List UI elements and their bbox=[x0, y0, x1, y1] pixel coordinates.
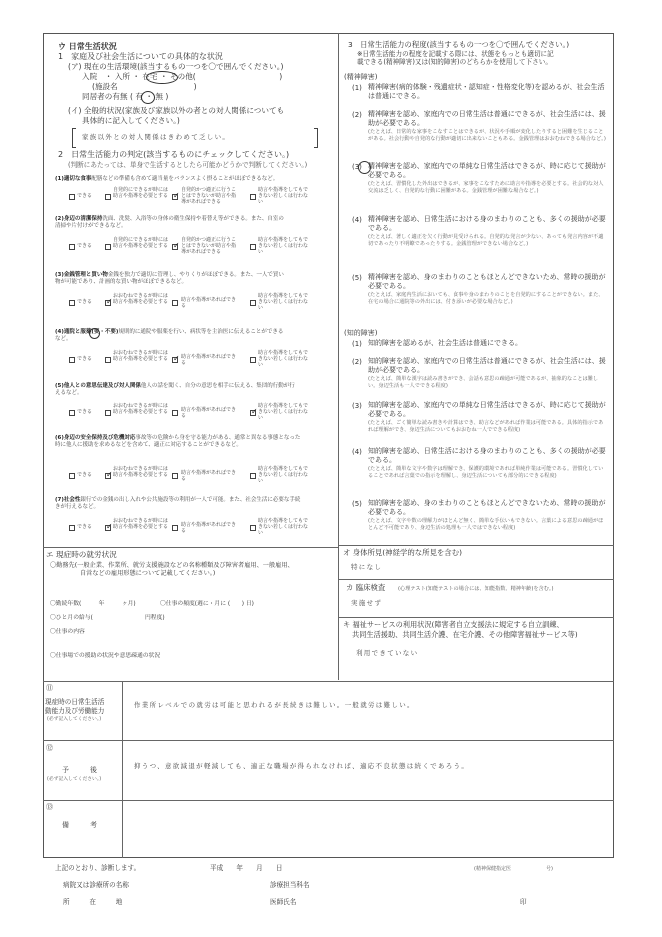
row-11-label-1: 現症時の日常生活活 bbox=[45, 698, 105, 706]
option-label: できる bbox=[77, 243, 93, 249]
item-num: (2) bbox=[352, 111, 362, 119]
section-ka-title: カ 臨床検査 bbox=[346, 583, 386, 592]
checkbox-option-1[interactable] bbox=[69, 194, 75, 200]
option-label: おおむねできるが時には助言や指導を必要とする bbox=[113, 350, 169, 363]
item-num: (1) bbox=[352, 340, 362, 348]
row-11-num: ⑪ bbox=[46, 684, 53, 692]
ability-desc: (7)社会性銀行での金銭の出し入れや公共施設等の利用が一人で可能。また、社会生活に必要な手続きが行えるなど。 bbox=[55, 497, 301, 510]
cohabitant-label: 同居者の有無 ( 有 ・ 無 ) bbox=[82, 92, 169, 101]
clinical-tests-value[interactable]: 実施せず bbox=[351, 599, 383, 607]
item-num: (4) bbox=[352, 216, 362, 224]
checkbox-option-3[interactable] bbox=[172, 410, 178, 416]
welfare-services-value[interactable]: 利用できていない bbox=[356, 649, 419, 657]
general-status-title-2: 具体的に記入してください。) bbox=[82, 116, 180, 125]
checkbox-option-4[interactable] bbox=[250, 525, 256, 531]
checkbox-option-4[interactable] bbox=[250, 194, 256, 200]
sub2-note: (判断にあたっては、単身で生活するとしたら可能かどうかで判断してください。) bbox=[68, 161, 308, 169]
option-label: 助言や指導をしてもできない若しくは行わない bbox=[258, 187, 309, 206]
option-label: 助言や指導があればできる bbox=[181, 354, 237, 367]
row-13-label: 備 考 bbox=[62, 821, 97, 829]
item-num: (3) bbox=[352, 163, 362, 171]
checkbox-option-2[interactable] bbox=[105, 244, 111, 250]
option-label: できる bbox=[77, 356, 93, 362]
section-u-title: ウ 日常生活状況 bbox=[58, 42, 117, 51]
option-label: おおむねできるが時には助言や指導を必要とする bbox=[113, 403, 169, 416]
section-3-title: 3 日常生活能力の程度(該当するもの一つを〇で囲んでください。) bbox=[348, 40, 570, 49]
checkbox-option-3[interactable] bbox=[172, 244, 178, 250]
item-example: (たとえば、日常的な家事をこなすことはできるが、状況や手順が変化したりすると困難を生じることがある。社会行動や自発的な行動が適切に出来ないこともある。金銭管理はおおむねできる場合など。) bbox=[368, 129, 606, 142]
divider-ka bbox=[338, 579, 614, 580]
option-label: 助言や指導があればできる bbox=[181, 297, 237, 310]
medication-required-circle bbox=[89, 328, 100, 339]
option-label: 助言や指導をしてもできない若しくは行わない bbox=[258, 466, 309, 485]
row-11-label-2: 動能力及び労働能力 bbox=[45, 707, 105, 715]
row-11-note: (必ず記入してください。) bbox=[47, 717, 102, 722]
section-3-note-1: ※日常生活能力の程度を記載する際には、状態をもっとも適切に記 bbox=[357, 50, 554, 58]
workplace-label-1: 〇勤務先(一般企業、作業所、就労支援施設などの名称種類及び障害者雇用、一般雇用、 bbox=[50, 562, 294, 569]
section-ka-note: (心理テスト(知能テストの場合には、知能指数、精神年齢)を含む。) bbox=[398, 586, 554, 592]
option-label: 自発的にできるが時には助言や指導を必要とする bbox=[113, 187, 169, 200]
ability-desc: (2)身辺の清潔保持洗面、洗髪、入浴等の身体の衛生保持や着替え等ができる。また、自室の清掃や片付けができるなど。 bbox=[55, 216, 284, 229]
item-text: 知的障害を認め、日常生活における身のまわりのことも、多くの援助が必要である。 bbox=[368, 447, 606, 464]
checkbox-option-4[interactable] bbox=[250, 357, 256, 363]
support-status-field[interactable]: 〇仕事場での援助の状況や意思疎通の状況 bbox=[50, 653, 161, 659]
ability-desc: (4)通院と服薬(要・不要)規則的に通院や服薬を行い、病状等を主治医に伝えることができるなど。 bbox=[55, 329, 284, 342]
item-text: 知的障害を認め、家庭内での日常生活は普通にできるが、社会生活には、援助が必要である。 bbox=[368, 357, 606, 374]
checkbox-option-1[interactable] bbox=[69, 357, 75, 363]
salary-field[interactable]: 〇ひと月の給与( 円程度) bbox=[50, 615, 165, 621]
item-example: (たとえば、簡単な文字や数字は理解でき、保護的環境であれば単純作業は可能である。習慣化していることであれば言葉での指示を理解し、身辺生活についても部分的にできる程度) bbox=[368, 466, 604, 479]
item-text: 精神障害を認め、身のまわりのこともほとんどできないため、常時の援助が必要である。 bbox=[368, 273, 606, 290]
label-column-divider bbox=[122, 681, 123, 858]
cohabitant-selected-circle bbox=[141, 91, 155, 104]
item-num: (1) bbox=[352, 84, 362, 92]
option-label: 助言や指導があればできる bbox=[181, 522, 237, 535]
checkbox-option-3[interactable] bbox=[172, 300, 178, 306]
ability-desc: (6)身辺の安全保持及び危機対応事故等の危険から身を守る能力がある、通常と異なる事態となった時に他人に援助を求めるなどを含めて、適正に対応することができるなど。 bbox=[55, 435, 301, 448]
checkbox-option-1[interactable] bbox=[69, 300, 75, 306]
item-num: (5) bbox=[352, 274, 362, 282]
item-text: 精神障害を認め、日常生活における身のまわりのことも、多くの援助が必要である。 bbox=[368, 215, 606, 232]
option-label: 助言や指導をしてもできない若しくは行わない bbox=[258, 293, 309, 312]
column-divider bbox=[338, 33, 339, 680]
divider-row12 bbox=[43, 740, 614, 741]
divider-row11 bbox=[43, 681, 614, 682]
item-text: 知的障害を認めるが、社会生活は普通にできる。 bbox=[368, 339, 522, 347]
option-label: おおむねできるが時には助言や指導を必要とする bbox=[113, 293, 169, 306]
option-label: できる bbox=[77, 524, 93, 530]
diagnosis-date[interactable]: 平成 年 月 日 bbox=[210, 864, 283, 872]
checkbox-option-1[interactable] bbox=[69, 525, 75, 531]
row-12-note: (必ず記入してください。) bbox=[47, 777, 102, 782]
option-label: おおむねできるが時には助言や指導を必要とする bbox=[113, 466, 169, 479]
option-label: 助言や指導をしてもできない若しくは行わない bbox=[258, 518, 309, 537]
checkbox-option-1[interactable] bbox=[69, 410, 75, 416]
divider-ki bbox=[338, 617, 614, 618]
row-12-num: ⑫ bbox=[46, 744, 53, 752]
item-num: (5) bbox=[352, 500, 362, 508]
item-example: (たとえば、文字や数の理解力がほとんど無く、簡単な手伝いもできない。言葉による意思の疎通がほとんど不可能であり、身辺生活の処理も一人ではできない程度) bbox=[368, 518, 604, 531]
general-status-title: (イ) 全般的状況(家族及び家族以外の者との対人関係についても bbox=[68, 106, 285, 115]
living-options: 入院 ・ 入所 ・ 在宅 ・ その他( ) bbox=[82, 72, 283, 81]
ability-desc: (5)他人との意思伝達及び対人関係他人の話を聞く、自分の意思を相手に伝える、集団的行動が行えるなど。 bbox=[55, 383, 295, 396]
item-example: (たとえば、簡単な漢字は読み書きができ、会話も意思の疎通が可能であるが、抽象的なことは難しい。身辺生活も一人でできる程度) bbox=[368, 376, 599, 389]
seal-mark: 印 bbox=[520, 898, 527, 906]
option-label: 自発的かつ適正に行うことはできないが助言や指導があればできる bbox=[181, 237, 237, 256]
option-label: できる bbox=[77, 409, 93, 415]
workplace-label-2: 自営などの雇用形態について記載してください。) bbox=[80, 570, 216, 577]
option-label: できる bbox=[77, 193, 93, 199]
divider-o bbox=[338, 545, 614, 546]
item-text: 精神障害(病的体験・残遺症状・認知症・性格変化等)を認めるが、社会生活は普通にできる。 bbox=[368, 83, 605, 100]
checkbox-option-2[interactable] bbox=[105, 525, 111, 531]
section-e-title: エ 現症時の就労状況 bbox=[46, 550, 117, 559]
checkbox-option-3[interactable] bbox=[172, 473, 178, 479]
checkbox-option-4[interactable] bbox=[250, 410, 256, 416]
current-ability-value[interactable]: 作業所レベルでの就労は可能と思われるが長続きは難しい。一般就労は難しい。 bbox=[134, 701, 415, 709]
doctor-name-label: 医師氏名 bbox=[270, 898, 297, 906]
section-ki-title-1: キ 福祉サービスの利用状況(障害者自立支援法に規定する自立訓練、 bbox=[343, 620, 564, 629]
item-num: (2) bbox=[352, 358, 362, 366]
item-example: (たとえば、著しく適正を欠く行動が見受けられる。自発的な発言が少ない、あっても発言内容が不適切であったり不明瞭であったりする。金銭管理ができない場合など。) bbox=[368, 234, 604, 247]
ability-desc: (3)金銭管理と買い物金銭を独力で適切に管理し、やりくりがほぼできる。また、一人で買い物が可能であり、計画的な買い物がほぼできるなど。 bbox=[55, 272, 284, 285]
checkbox-option-1[interactable] bbox=[69, 473, 75, 479]
sub1-title: 1 家庭及び社会生活についての具体的な状況 bbox=[58, 52, 223, 61]
checkbox-option-3[interactable] bbox=[172, 525, 178, 531]
checkbox-option-2[interactable] bbox=[105, 410, 111, 416]
option-label: おおむねできるが時には助言や指導を必要とする bbox=[113, 518, 169, 531]
designated-doctor-number[interactable]: (精神保健指定医 号) bbox=[474, 866, 553, 872]
divider-e bbox=[43, 547, 338, 548]
job-content-field[interactable]: 〇仕事の内容 bbox=[50, 629, 85, 635]
checkbox-option-4[interactable] bbox=[250, 244, 256, 250]
checkbox-option-4[interactable] bbox=[250, 300, 256, 306]
option-label: 助言や指導があればできる bbox=[181, 470, 237, 483]
section-3-note-2: 載できる(精神障害)又は(知的障害)のどちらかを使用して下さい。 bbox=[357, 58, 552, 66]
checkbox-option-3[interactable] bbox=[172, 357, 178, 363]
section-o-title: オ 身体所見(神経学的な所見を含む) bbox=[343, 548, 462, 557]
checkbox-option-4[interactable] bbox=[250, 473, 256, 479]
option-label: 自発的かつ適正に行うことはできないが助言や指導があればできる bbox=[181, 187, 237, 206]
item-example: (たとえば、ごく簡単な読み書きや計算はでき、助言などがあれば作業は可能である。具体的指示であれば理解ができ、身辺生活についてもおおむね一人でできる程度) bbox=[368, 420, 604, 433]
general-status-bracket-right bbox=[314, 128, 318, 148]
option-label: 助言や指導をしてもできない若しくは行わない bbox=[258, 237, 309, 256]
item-text: 精神障害を認め、家庭内での日常生活は普通にできるが、社会生活には、援助が必要である。 bbox=[368, 110, 606, 127]
checkbox-option-2[interactable] bbox=[105, 194, 111, 200]
department-label: 診療担当科名 bbox=[270, 881, 310, 889]
ability-desc: (1)適切な食事配膳などの準備も含めて適当量をバランスよく摂ることがほぼできるなど。 bbox=[55, 176, 279, 182]
general-status-value[interactable]: 家族以外との対人関係はきわめて乏しい。 bbox=[82, 133, 231, 141]
option-label: できる bbox=[77, 299, 93, 305]
checkbox-option-2[interactable] bbox=[105, 473, 111, 479]
checkbox-option-2[interactable] bbox=[105, 300, 111, 306]
item-text: 知的障害を認め、家庭内での単純な日常生活はできるが、時に応じて援助が必要である。 bbox=[368, 401, 606, 418]
option-label: 助言や指導をしてもできない若しくは行わない bbox=[258, 403, 309, 422]
item-num: (3) bbox=[352, 402, 362, 410]
address-label: 所 在 地 bbox=[63, 898, 123, 906]
row-12-label: 予 後 bbox=[62, 766, 97, 774]
physical-findings-value[interactable]: 特になし bbox=[351, 563, 383, 571]
item-num: (4) bbox=[352, 448, 362, 456]
living-environment-title: (ア) 現在の生活環境(該当するもの一つを〇で囲んでください。) bbox=[68, 62, 284, 71]
prognosis-value[interactable]: 抑うつ、意欲減退が軽減しても、適正な職場が得られなければ、適応不良状態は続くであろう。 bbox=[134, 762, 470, 770]
option-label: 自発的にできるが時には助言や指導を必要とする bbox=[113, 237, 169, 250]
row-13-num: ⑬ bbox=[46, 803, 53, 811]
option-label: 助言や指導をしてもできない若しくは行わない bbox=[258, 350, 309, 369]
item-example: (たとえば、習慣化した外出はできるが、家事をこなすために助言や指導を必要とする。社会的な対人交流は乏しく、自発的な行動に困難がある。金銭管理が困難な場合など。) bbox=[368, 181, 604, 194]
option-label: できる bbox=[77, 472, 93, 478]
divider-row13 bbox=[43, 800, 614, 801]
mental-header: (精神障害) bbox=[344, 73, 378, 81]
checkbox-option-1[interactable] bbox=[69, 244, 75, 250]
item-example: (たとえば、家庭内生活においても、食事や身のまわりのことを自発的にすることができない。また、在宅の場合に通院等の外出には、付き添いが必要な場合など。) bbox=[368, 292, 604, 305]
diagnosis-statement: 上記のとおり、診断します。 bbox=[55, 864, 141, 872]
item-text: 知的障害を認め、身のまわりのこともほとんどできないため、常時の援助が必要である。 bbox=[368, 499, 606, 516]
checkbox-option-2[interactable] bbox=[105, 357, 111, 363]
hospital-name-label: 病院又は診療所の名称 bbox=[63, 881, 129, 889]
sub2-title: 2 日常生活能力の判定(該当するものにチェックしてください。) bbox=[58, 150, 290, 159]
section-ki-title-2: 共同生活援助、共同生活介護、在宅介護、その他障害福祉サービス等) bbox=[352, 630, 578, 639]
frequency-field[interactable]: 〇仕事の頻度(週に・月に ( ) 日) bbox=[160, 601, 254, 607]
general-status-bracket-left bbox=[72, 128, 76, 148]
item-text: 精神障害を認め、家庭内での単純な日常生活はできるが、時に応じて援助が必要である。 bbox=[368, 162, 606, 179]
facility-name-label: (施設名 ) bbox=[92, 82, 197, 91]
checkbox-option-3[interactable] bbox=[172, 194, 178, 200]
tenure-field[interactable]: 〇勤続年数( 年 ヶ月) bbox=[50, 601, 136, 607]
intellectual-header: (知的障害) bbox=[344, 329, 378, 337]
option-label: 助言や指導があればできる bbox=[181, 407, 237, 420]
